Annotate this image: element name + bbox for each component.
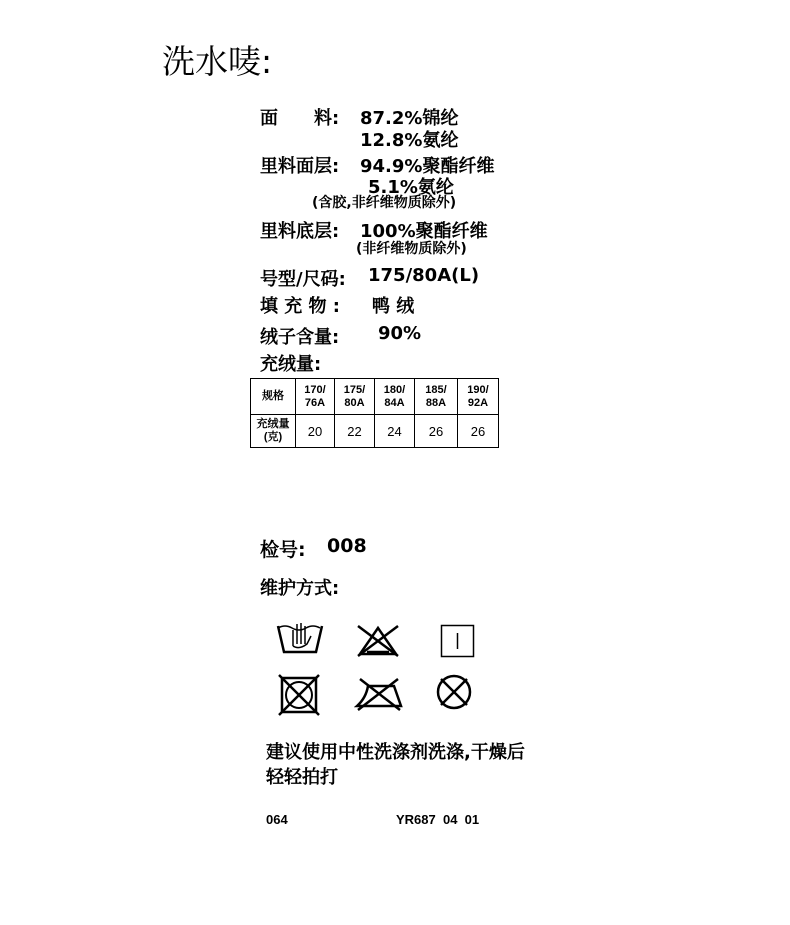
lining-face-line-1: 94.9%聚酯纤维 [360, 156, 495, 177]
size-bottom: 80A [344, 396, 365, 409]
fill-amount-table [250, 378, 499, 448]
size-top: 170/ [304, 383, 326, 396]
size-bottom: 88A [425, 396, 447, 409]
table-row [251, 379, 499, 415]
lining-face-note: (含胶,非纤维物质除外) [312, 195, 457, 211]
table-size-cell [415, 379, 458, 415]
filling-value: 鸭 绒 [372, 296, 415, 317]
lining-bottom-line-1: 100%聚酯纤维 [360, 221, 488, 242]
inspection-value: 008 [327, 535, 367, 557]
fabric-line-1: 87.2%锦纶 [360, 108, 459, 129]
lining-face-label: 里料面层: [260, 156, 340, 177]
fill-amount-label: 充绒量: [260, 354, 322, 375]
down-content-value: 90% [378, 323, 422, 344]
table-value-cell: 22 [335, 415, 375, 448]
line-dry-icon [440, 624, 476, 658]
table-row [251, 415, 499, 448]
fabric-label: 面 料: [260, 108, 340, 129]
code-right: YR687 04 01 [396, 812, 480, 827]
no-iron-icon [354, 676, 404, 712]
size-value: 175/80A(L) [368, 265, 480, 286]
care-instruction-text: 建议使用中性洗涤剂洗涤,干燥后轻轻拍打 [266, 742, 525, 788]
fill-header-bottom: (克) [263, 431, 283, 443]
page-title: 洗水唛: [162, 42, 273, 81]
size-bottom: 84A [384, 396, 405, 409]
down-content-label: 绒子含量: [260, 327, 340, 348]
table-value-cell: 24 [375, 415, 415, 448]
table-size-cell [296, 379, 335, 415]
size-top: 190/ [467, 383, 489, 396]
table-value-cell: 26 [415, 415, 458, 448]
hand-wash-icon [275, 618, 325, 658]
table-size-cell [458, 379, 499, 415]
code-left: 064 [266, 812, 288, 827]
no-tumble-dry-icon [278, 674, 320, 716]
size-top: 175/ [343, 383, 366, 396]
size-bottom: 92A [467, 396, 489, 409]
table-header-spec: 规格 [251, 379, 296, 415]
table-header-fill [251, 415, 296, 448]
inspection-label: 检号: [260, 539, 306, 561]
table-value-cell: 20 [296, 415, 335, 448]
no-bleach-icon [355, 622, 401, 658]
fabric-line-2: 12.8%氨纶 [360, 130, 459, 151]
size-bottom: 76A [304, 396, 326, 409]
care-title: 维护方式: [260, 578, 340, 599]
size-label: 号型/尺码: [260, 269, 346, 290]
lining-bottom-label: 里料底层: [260, 221, 340, 242]
fill-header-top: 充绒量 [256, 418, 290, 430]
lining-face-line-2: 5.1%氨纶 [368, 177, 454, 198]
no-dry-clean-icon [434, 672, 474, 712]
table-value-cell: 26 [458, 415, 499, 448]
size-top: 180/ [383, 383, 406, 396]
size-top: 185/ [425, 383, 447, 396]
table-size-cell [335, 379, 375, 415]
table-size-cell [375, 379, 415, 415]
filling-label: 填 充 物 : [260, 296, 340, 317]
lining-bottom-note: (非纤维物质除外) [356, 241, 467, 257]
